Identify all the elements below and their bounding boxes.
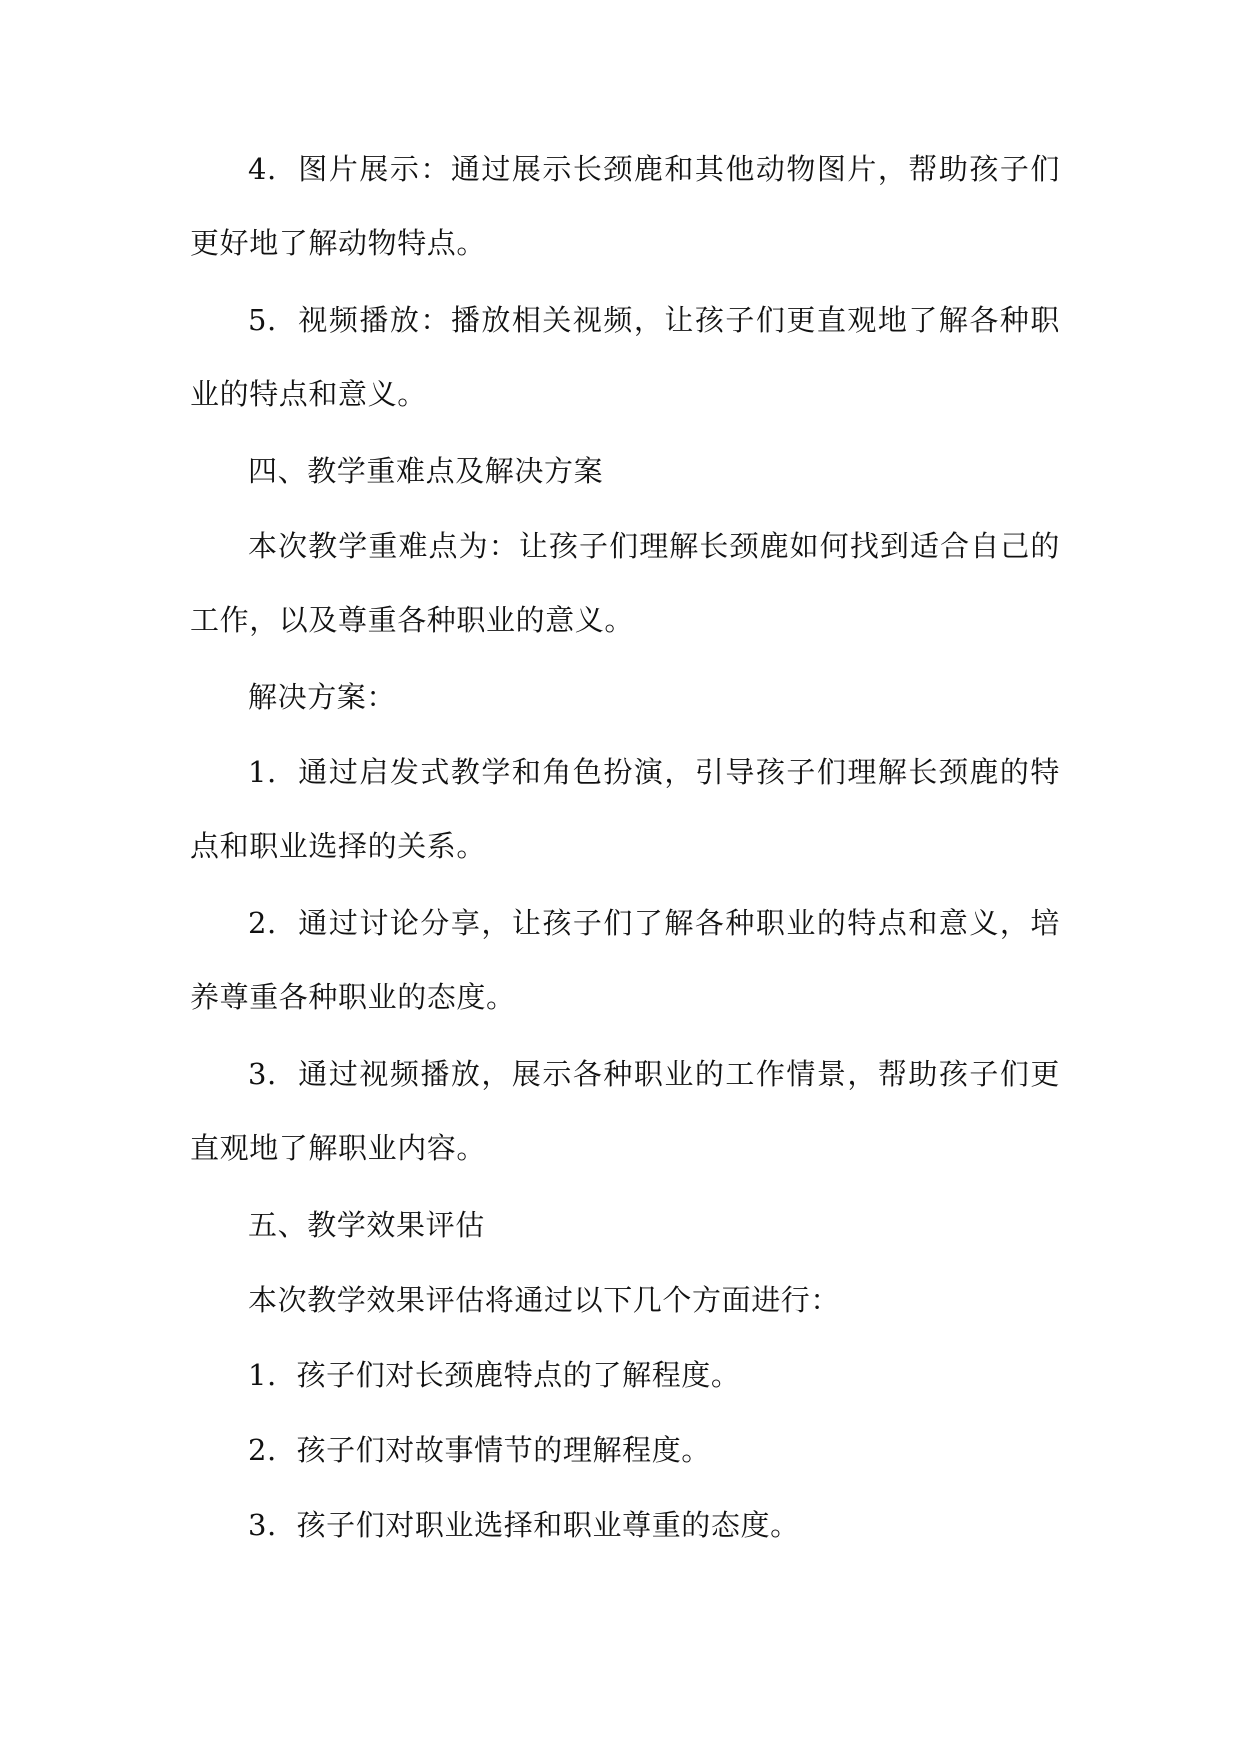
- paragraph-evaluation-2: 2. 孩子们对故事情节的理解程度。: [248, 1433, 711, 1467]
- paragraph-solution-2: 2. 通过讨论分享，让孩子们了解各种职业的特点和意义，培养尊重各种职业的态度。: [190, 906, 1060, 1014]
- paragraph-evaluation-intro: 本次教学效果评估将通过以下几个方面进行：: [248, 1283, 841, 1317]
- paragraph-evaluation-3: 3. 孩子们对职业选择和职业尊重的态度。: [248, 1508, 800, 1542]
- paragraph-video-playback: 5. 视频播放：播放相关视频，让孩子们更直观地了解各种职业的特点和意义。: [190, 303, 1060, 411]
- paragraph-difficulties: 本次教学重难点为：让孩子们理解长颈鹿如何找到适合自己的工作，以及尊重各种职业的意义。: [190, 529, 1060, 637]
- section-heading-difficulties: 四、教学重难点及解决方案: [248, 454, 604, 488]
- paragraph-evaluation-1: 1. 孩子们对长颈鹿特点的了解程度。: [248, 1358, 741, 1392]
- section-heading-evaluation: 五、教学效果评估: [248, 1208, 485, 1242]
- paragraph-solution-label: 解决方案：: [248, 680, 397, 714]
- paragraph-solution-1: 1. 通过启发式教学和角色扮演，引导孩子们理解长颈鹿的特点和职业选择的关系。: [190, 755, 1060, 863]
- paragraph-picture-display: 4. 图片展示：通过展示长颈鹿和其他动物图片，帮助孩子们更好地了解动物特点。: [190, 152, 1060, 260]
- paragraph-solution-3: 3. 通过视频播放，展示各种职业的工作情景，帮助孩子们更直观地了解职业内容。: [190, 1057, 1060, 1165]
